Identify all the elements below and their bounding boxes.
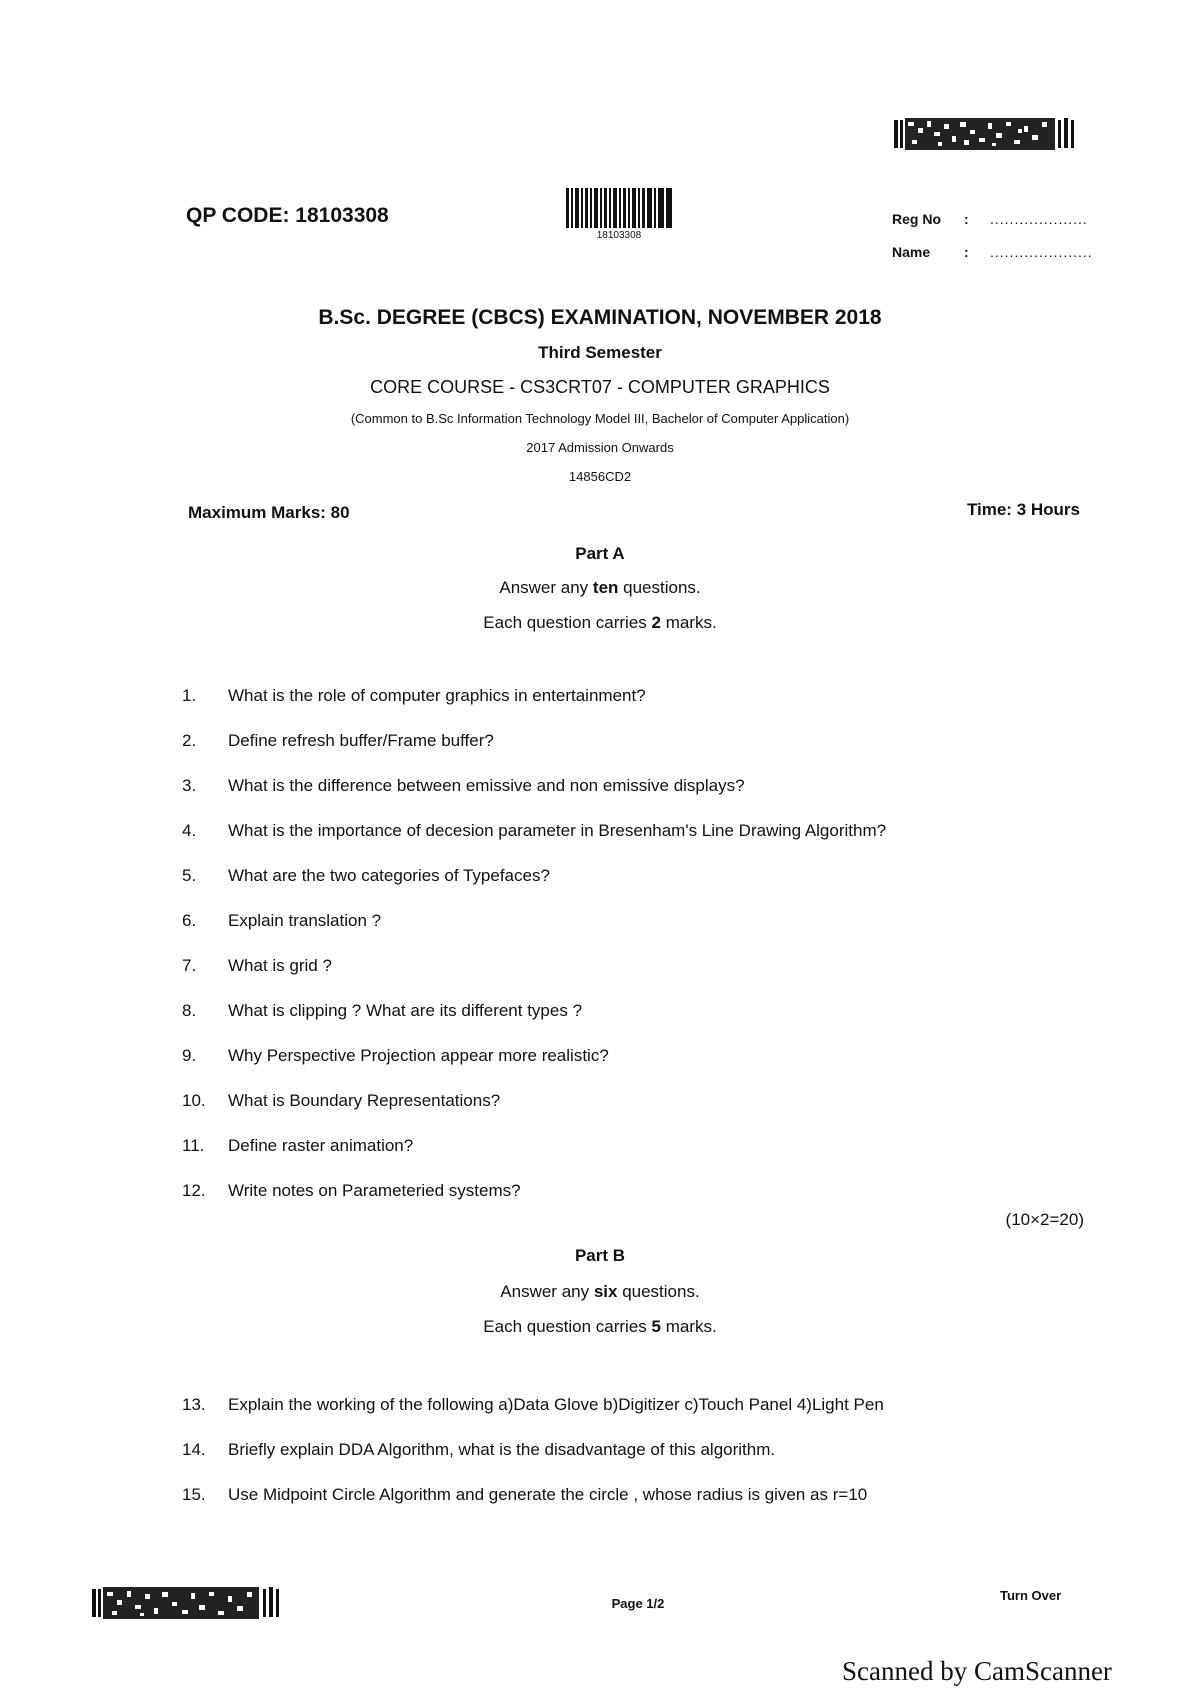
part-a-instruction-end: questions.	[618, 578, 701, 597]
question-1	[182, 686, 1082, 706]
question-text: What is Boundary Representations?	[228, 1091, 501, 1110]
question-text: Explain translation ?	[228, 911, 382, 930]
scanner-watermark: Scanned by CamScanner	[842, 1656, 1112, 1686]
question-text: What is grid ?	[228, 956, 332, 975]
question-number: 10.	[182, 1091, 206, 1110]
question-number: 12.	[182, 1181, 206, 1200]
question-text: What is the role of computer graphics in entertainment?	[228, 686, 646, 705]
question-number: 11.	[182, 1136, 205, 1155]
question-text: Explain the working of the following a)Data Glove b)Digitizer c)Touch Panel 4)Light Pen	[228, 1395, 884, 1414]
question-text: Briefly explain DDA Algorithm, what is the disadvantage of this algorithm.	[228, 1440, 776, 1459]
question-number: 9.	[182, 1046, 197, 1065]
part-a-instruction-count: ten	[592, 578, 619, 597]
reg-no-row	[892, 211, 1088, 227]
question-text: What is the difference between emissive and non emissive displays?	[228, 776, 745, 795]
question-15	[182, 1485, 1082, 1505]
question-number: 6.	[182, 911, 197, 930]
top-right-barcode	[894, 116, 1076, 150]
reg-no-label: Reg No	[892, 211, 941, 227]
question-number: 2.	[182, 731, 197, 750]
question-2	[182, 731, 1082, 751]
name-label: Name	[892, 244, 931, 260]
question-number: 3.	[182, 776, 197, 795]
part-a-marks-value: 2	[651, 613, 661, 632]
exam-title: B.Sc. DEGREE (CBCS) EXAMINATION, NOVEMBER 2018	[318, 306, 882, 329]
page-number: Page 1/2	[611, 1596, 665, 1611]
part-b-instruction-text: Answer any	[500, 1282, 594, 1301]
question-text: What is clipping ? What are its different types ?	[228, 1001, 583, 1020]
question-text: Write notes on Parameteried systems?	[228, 1181, 521, 1200]
question-8	[182, 1001, 1082, 1021]
question-text: Why Perspective Projection appear more realistic?	[228, 1046, 609, 1065]
part-a-title: Part A	[575, 544, 625, 563]
question-text: What are the two categories of Typefaces?	[228, 866, 550, 885]
part-a-marks-end: marks.	[660, 613, 717, 632]
part-b-instruction-count: six	[593, 1282, 618, 1301]
turn-over: Turn Over	[1000, 1588, 1062, 1603]
question-7	[182, 956, 1082, 976]
question-5	[182, 866, 1082, 886]
question-9	[182, 1046, 1082, 1066]
question-4	[182, 821, 1082, 841]
part-b-marks	[0, 1317, 1200, 1337]
question-number: 13.	[182, 1395, 206, 1414]
exam-common-to: (Common to B.Sc Information Technology Model III, Bachelor of Computer Application)	[350, 411, 850, 426]
exam-semester: Third Semester	[538, 343, 662, 362]
question-number: 4.	[182, 821, 197, 840]
question-6	[182, 911, 1082, 931]
part-a-marks	[0, 613, 1200, 633]
exam-time: Time: 3 Hours	[966, 500, 1080, 519]
part-a-instruction	[0, 578, 1200, 598]
part-b-marks-end: marks.	[660, 1317, 717, 1336]
part-b-instruction-end: questions.	[617, 1282, 700, 1301]
exam-admission: 2017 Admission Onwards	[526, 440, 674, 455]
maximum-marks: Maximum Marks: 80	[188, 503, 350, 522]
reg-no-colon: :	[964, 211, 969, 227]
question-13	[182, 1395, 1082, 1415]
question-number: 5.	[182, 866, 197, 885]
question-number: 14.	[182, 1440, 206, 1459]
name-row	[892, 244, 1093, 260]
part-a-marks-text: Each question carries	[483, 613, 652, 632]
question-11	[182, 1136, 1082, 1156]
question-number: 8.	[182, 1001, 197, 1020]
question-10	[182, 1091, 1082, 1111]
qp-barcode	[566, 188, 672, 228]
name-colon: :	[964, 244, 969, 260]
part-b-marks-text: Each question carries	[483, 1317, 652, 1336]
part-b-instruction	[0, 1282, 1200, 1302]
exam-code: 14856CD2	[568, 469, 632, 484]
question-number: 7.	[182, 956, 197, 975]
question-number: 1.	[182, 686, 197, 705]
part-a-instruction-text: Answer any	[499, 578, 593, 597]
question-text: Define refresh buffer/Frame buffer?	[228, 731, 494, 750]
question-number: 15.	[182, 1485, 206, 1504]
reg-no-value: ....................	[990, 211, 1088, 227]
exam-course: CORE COURSE - CS3CRT07 - COMPUTER GRAPHICS	[370, 377, 830, 397]
question-14	[182, 1440, 1082, 1460]
question-3	[182, 776, 1082, 796]
part-a-total: (10×2=20)	[1005, 1210, 1084, 1229]
question-text: Use Midpoint Circle Algorithm and generate the circle , whose radius is given as r=10	[228, 1485, 868, 1504]
question-text: Define raster animation?	[228, 1136, 414, 1155]
name-value: .....................	[990, 244, 1093, 260]
part-b-title: Part B	[574, 1246, 626, 1265]
qp-code: QP CODE: 18103308	[186, 204, 389, 227]
qp-barcode-number: 18103308	[596, 230, 642, 241]
question-12	[182, 1181, 1082, 1201]
part-b-marks-value: 5	[651, 1317, 661, 1336]
question-text: What is the importance of decesion parameter in Bresenham's Line Drawing Algorithm?	[228, 821, 887, 840]
